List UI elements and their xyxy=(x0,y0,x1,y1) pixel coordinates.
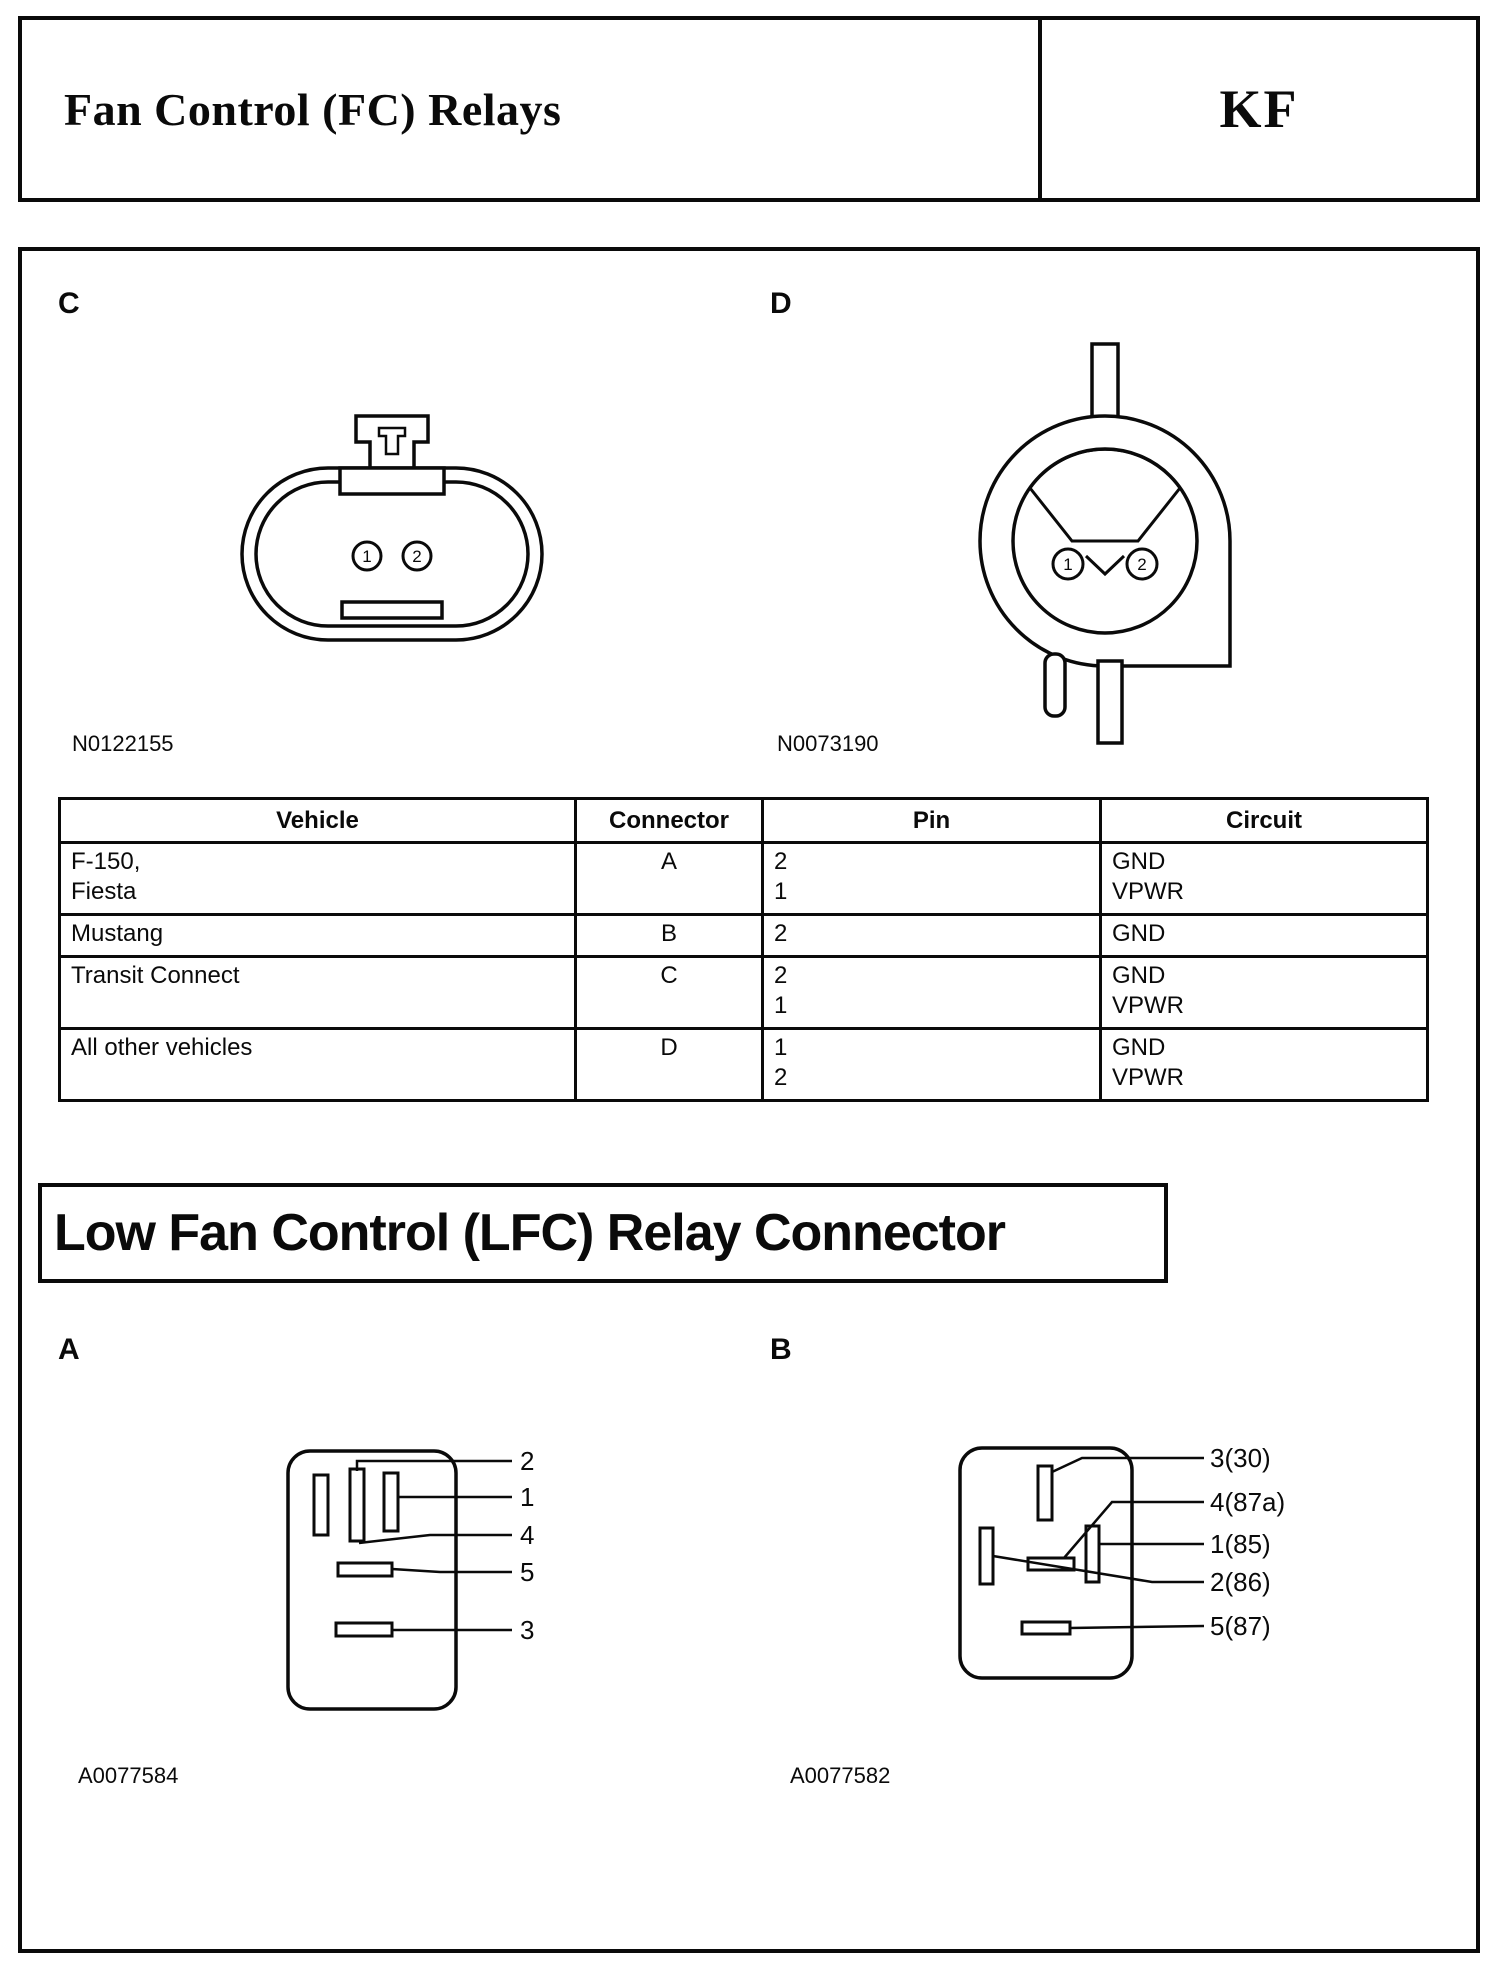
relay-a-pin-label: 5 xyxy=(520,1557,535,1587)
connector-c-lower-key xyxy=(342,602,442,618)
pin-line: 1 xyxy=(774,992,788,1019)
relay-a-pin-label: 2 xyxy=(520,1446,535,1476)
connector-cell: B xyxy=(576,915,763,957)
vehicle-cell xyxy=(60,957,576,1029)
relay-b-pin-label: 3(30) xyxy=(1210,1443,1271,1473)
relay-a-label: A xyxy=(58,1333,80,1366)
relay-a-terminal xyxy=(384,1473,398,1531)
pin-line: 1 xyxy=(774,878,788,905)
page-header-title-cell xyxy=(22,20,1038,198)
table-header-vehicle: Vehicle xyxy=(60,799,576,843)
relay-a-terminal xyxy=(350,1469,364,1541)
connector-c-latch-tab xyxy=(356,416,428,468)
lfc-relay-b-diagram xyxy=(952,1436,1332,1696)
connector-pin-table xyxy=(58,797,1429,1102)
relay-b-leader-line xyxy=(1070,1626,1204,1628)
figure-frame xyxy=(18,247,1480,1953)
section-code: KF xyxy=(1219,79,1299,139)
pin-line: 2 xyxy=(774,1064,788,1091)
relay-a-terminal xyxy=(338,1563,392,1576)
relay-a-terminal xyxy=(314,1475,328,1535)
connector-cell: A xyxy=(576,843,763,915)
vehicle-line: Transit Connect xyxy=(71,962,240,989)
table-header-pin: Pin xyxy=(763,799,1101,843)
vehicle-line: Fiesta xyxy=(71,878,137,905)
circuit-line: VPWR xyxy=(1112,992,1184,1019)
relay-b-terminal xyxy=(1038,1466,1052,1520)
page-title: Fan Control (FC) Relays xyxy=(64,83,562,135)
relay-a-pin-label: 4 xyxy=(520,1520,535,1550)
circuit-cell xyxy=(1101,843,1428,915)
pin-line: 2 xyxy=(774,848,788,875)
circuit-cell xyxy=(1101,915,1428,957)
connector-c-keyway xyxy=(340,468,444,494)
fc-connector-c-diagram xyxy=(232,406,552,656)
relay-b-pin-label: 4(87a) xyxy=(1210,1487,1286,1517)
relay-b-pin-label: 5(87) xyxy=(1210,1611,1271,1641)
connector-cell: D xyxy=(576,1029,763,1101)
lfc-section-heading-box xyxy=(38,1183,1168,1283)
circuit-line: GND xyxy=(1112,848,1166,875)
page-header-code-cell xyxy=(1038,20,1476,198)
connector-cell: C xyxy=(576,957,763,1029)
relay-b-terminal xyxy=(980,1528,993,1584)
relay-a-leader-line xyxy=(392,1569,512,1572)
circuit-cell xyxy=(1101,957,1428,1029)
connector-d-bottom-left-tab xyxy=(1045,654,1065,716)
vehicle-line: Mustang xyxy=(71,920,164,947)
pin-line: 2 xyxy=(774,920,788,947)
circuit-line: VPWR xyxy=(1112,1064,1184,1091)
circuit-cell xyxy=(1101,1029,1428,1101)
table-row xyxy=(60,1029,1428,1101)
lfc-section-heading: Low Fan Control (LFC) Relay Connector xyxy=(54,1204,1005,1262)
relay-a-part-number: A0077584 xyxy=(78,1763,179,1788)
vehicle-cell xyxy=(60,915,576,957)
relay-b-label: B xyxy=(770,1333,792,1366)
table-row xyxy=(60,843,1428,915)
vehicle-line: F-150, xyxy=(71,848,141,875)
connector-d-pin-2-number: 2 xyxy=(1137,555,1147,574)
relay-a-terminal xyxy=(336,1623,392,1636)
pin-cell xyxy=(763,915,1101,957)
pin-line: 2 xyxy=(774,962,788,989)
connector-c-pin-1-number: 1 xyxy=(362,547,372,566)
connector-d-part-number: N0073190 xyxy=(777,731,879,756)
connector-d-pin-1-number: 1 xyxy=(1063,555,1073,574)
relay-a-leader-line xyxy=(359,1535,512,1543)
page-header xyxy=(18,16,1480,202)
vehicle-cell xyxy=(60,1029,576,1101)
lfc-relay-a-diagram xyxy=(280,1431,620,1731)
circuit-line: GND xyxy=(1112,1034,1166,1061)
circuit-line: GND xyxy=(1112,920,1166,947)
connector-d-bottom-center-tab xyxy=(1098,661,1122,743)
relay-b-part-number: A0077582 xyxy=(790,1763,891,1788)
table-header-circuit: Circuit xyxy=(1101,799,1428,843)
connector-c-label: C xyxy=(58,287,80,320)
table-header-connector: Connector xyxy=(576,799,763,843)
table-header-row xyxy=(60,799,1428,843)
pin-cell xyxy=(763,1029,1101,1101)
relay-a-pin-label: 1 xyxy=(520,1482,535,1512)
pin-cell xyxy=(763,957,1101,1029)
circuit-line: GND xyxy=(1112,962,1166,989)
relay-a-pin-label: 3 xyxy=(520,1615,535,1645)
connector-c-part-number: N0122155 xyxy=(72,731,174,756)
relay-b-pin-label: 2(86) xyxy=(1210,1567,1271,1597)
relay-b-pin-label: 1(85) xyxy=(1210,1529,1271,1559)
connector-d-label: D xyxy=(770,287,792,320)
vehicle-cell xyxy=(60,843,576,915)
connector-d-top-tab xyxy=(1092,344,1118,420)
table-row xyxy=(60,915,1428,957)
vehicle-line: All other vehicles xyxy=(71,1034,253,1061)
relay-a-leader-line xyxy=(357,1461,512,1471)
connector-c-pin-2-number: 2 xyxy=(412,547,422,566)
pin-cell xyxy=(763,843,1101,915)
table-row xyxy=(60,957,1428,1029)
circuit-line: VPWR xyxy=(1112,878,1184,905)
pin-line: 1 xyxy=(774,1034,788,1061)
connector-c-latch-slot xyxy=(379,428,405,454)
fc-connector-d-diagram xyxy=(950,336,1260,756)
relay-b-terminal xyxy=(1022,1622,1070,1634)
